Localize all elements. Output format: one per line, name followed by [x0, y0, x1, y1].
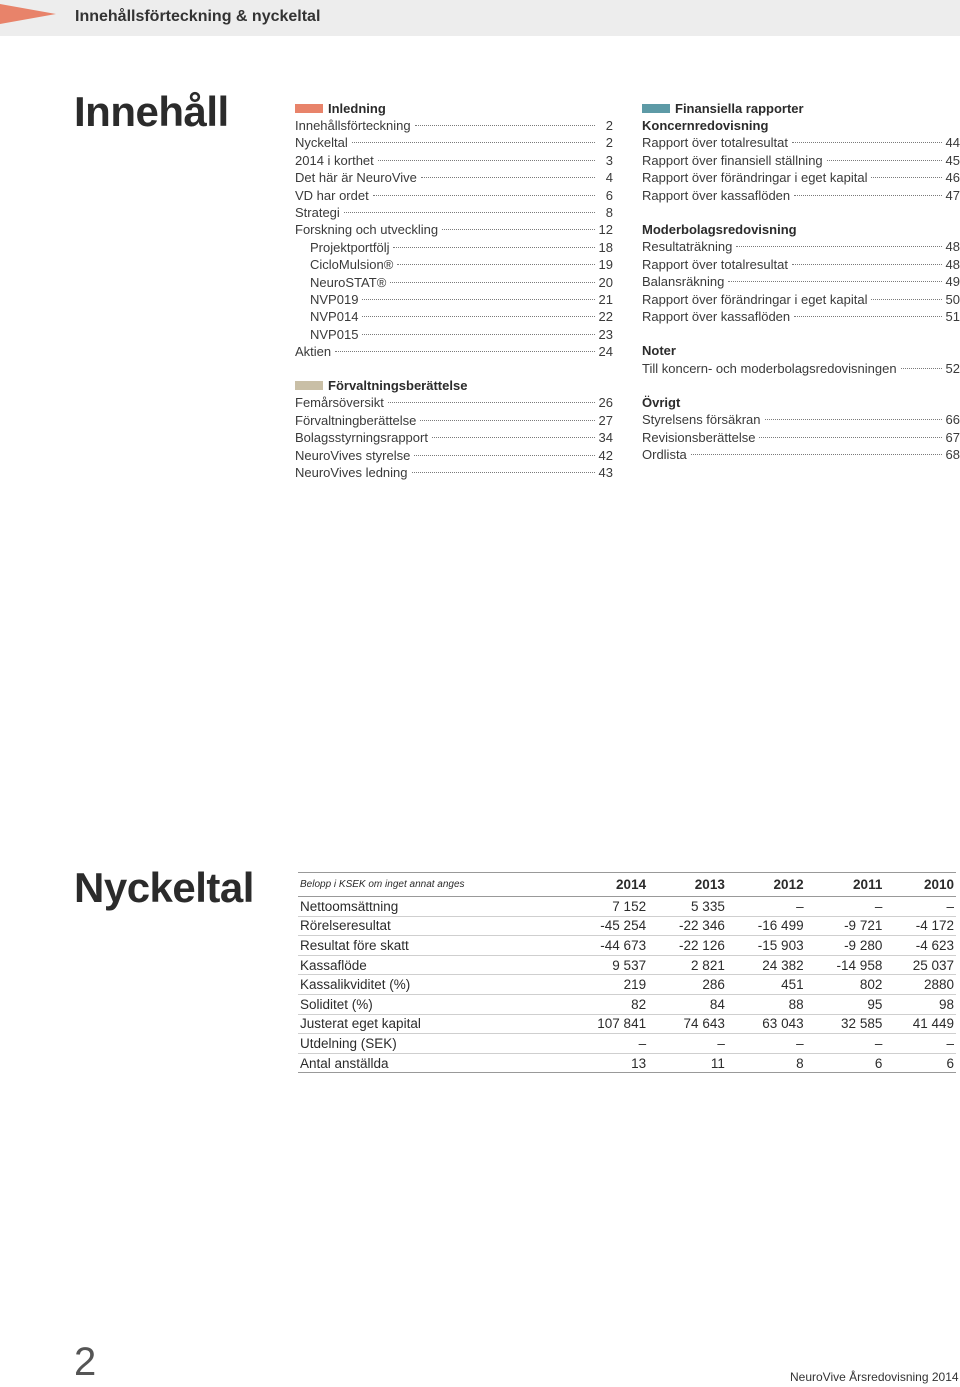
table-cell: -45 254 [565, 916, 649, 936]
toc-leader-dots [759, 437, 941, 438]
toc-entry[interactable] [642, 446, 960, 463]
toc-list-inledning [295, 117, 613, 360]
section-title: Finansiella rapporter [675, 101, 804, 116]
toc-entry[interactable] [642, 152, 960, 169]
table-cell: – [806, 897, 885, 917]
toc-leader-dots [393, 247, 594, 248]
row-label: Resultat före skatt [298, 936, 565, 956]
toc-entry[interactable] [295, 221, 613, 238]
table-cell: 82 [565, 994, 649, 1014]
toc-entry-label: Projektportfölj [310, 239, 390, 255]
toc-entry[interactable] [295, 117, 613, 134]
table-cell: – [884, 897, 956, 917]
toc-entry-page: 52 [945, 360, 960, 376]
year-header: 2013 [648, 873, 727, 897]
toc-leader-dots [421, 177, 595, 178]
table-cell: 11 [648, 1053, 727, 1073]
toc-leader-dots [344, 212, 595, 213]
section-color-swatch [295, 381, 323, 390]
page-number: 2 [74, 1340, 97, 1384]
toc-entry-page: 45 [945, 152, 960, 168]
table-cell: 9 537 [565, 955, 649, 975]
toc-entry[interactable] [642, 238, 960, 255]
toc-entry-page: 3 [605, 152, 613, 168]
toc-entry-page: 2 [605, 118, 613, 133]
toc-entry-page: 46 [945, 170, 960, 186]
toc-leader-dots [691, 454, 942, 455]
toc-list-ovrigt [642, 411, 960, 463]
table-cell: -9 280 [806, 936, 885, 956]
year-header: 2012 [727, 873, 806, 897]
toc-entry-label: Bolagsstyrningsrapport [295, 430, 428, 446]
table-cell: 13 [565, 1053, 649, 1073]
toc-entry-label: Nyckeltal [295, 135, 348, 151]
toc-entry[interactable] [642, 291, 960, 308]
toc-leader-dots [765, 419, 942, 420]
toc-entry[interactable] [295, 429, 613, 446]
toc-entry[interactable] [642, 256, 960, 273]
toc-entry[interactable] [295, 256, 613, 273]
toc-entry-page: 66 [945, 412, 960, 428]
row-label: Nettoomsättning [298, 897, 565, 917]
toc-leader-dots [362, 316, 594, 317]
toc-entry-label: Balansräkning [642, 274, 725, 290]
section-color-swatch [642, 104, 670, 113]
table-cell: 5 335 [648, 897, 727, 917]
table-cell: – [884, 1034, 956, 1054]
table-cell: 95 [806, 994, 885, 1014]
toc-entry-label: NVP015 [310, 326, 359, 342]
toc-entry-page: 48 [945, 239, 960, 255]
toc-entry-page: 24 [598, 344, 613, 360]
table-cell: -16 499 [727, 916, 806, 936]
toc-entry-label: CicloMulsion® [310, 257, 394, 273]
toc-leader-dots [792, 264, 942, 265]
toc-entry[interactable] [295, 343, 613, 360]
toc-entry-label: Innehållsförteckning [295, 118, 411, 133]
toc-entry-label: Rapport över totalresultat [642, 256, 788, 272]
toc-leader-dots [362, 334, 594, 335]
table-cell: – [648, 1034, 727, 1054]
toc-leader-dots [397, 264, 594, 265]
keyfigures-table [298, 872, 956, 1073]
toc-leader-dots [827, 160, 942, 161]
toc-entry-page: 67 [945, 429, 960, 445]
table-cell: -4 623 [884, 936, 956, 956]
toc-leader-dots [335, 351, 594, 352]
toc-entry-page: 51 [945, 308, 960, 324]
row-label: Soliditet (%) [298, 994, 565, 1014]
toc-entry-label: Rapport över förändringar i eget kapital [642, 170, 868, 186]
table-row [298, 916, 956, 936]
toc-entry-label: 2014 i korthet [295, 152, 374, 168]
toc-entry-page: 68 [945, 447, 960, 463]
toc-entry[interactable] [642, 273, 960, 290]
table-row [298, 1014, 956, 1034]
table-cell: 219 [565, 975, 649, 995]
toc-leader-dots [415, 125, 595, 126]
toc-subhead-moder: Moderbolagsredovisning [642, 221, 797, 237]
table-cell: -4 172 [884, 916, 956, 936]
toc-leader-dots [362, 299, 594, 300]
row-label: Rörelseresultat [298, 916, 565, 936]
table-cell: 25 037 [884, 955, 956, 975]
toc-entry-page: 2 [605, 135, 613, 151]
toc-entry[interactable] [295, 291, 613, 308]
toc-entry-label: NVP014 [310, 309, 359, 325]
toc-entry-page: 49 [945, 274, 960, 290]
table-cell: – [727, 897, 806, 917]
year-header: 2014 [565, 873, 649, 897]
toc-list-koncern [642, 134, 960, 204]
toc-entry[interactable] [295, 134, 613, 151]
toc-section-finansiella[interactable] [642, 100, 960, 117]
year-header: 2011 [806, 873, 885, 897]
table-cell: 802 [806, 975, 885, 995]
table-row [298, 897, 956, 917]
toc-entry-label: Rapport över förändringar i eget kapital [642, 291, 868, 307]
toc-subhead-koncern: Koncernredovisning [642, 118, 769, 133]
toc-entry-label: Rapport över totalresultat [642, 135, 788, 151]
toc-leader-dots [414, 455, 594, 456]
table-cell: – [727, 1034, 806, 1054]
toc-entry-label: NeuroSTAT® [310, 274, 387, 290]
section-color-swatch [295, 104, 323, 113]
toc-entry[interactable] [642, 360, 960, 377]
toc-leader-dots [352, 142, 595, 143]
toc-entry-label: Revisionsberättelse [642, 429, 756, 445]
table-cell: 6 [884, 1053, 956, 1073]
toc-subhead-noter: Noter [642, 343, 676, 359]
toc-leader-dots [792, 142, 942, 143]
toc-section-inledning[interactable] [295, 100, 613, 117]
toc-entry-label: VD har ordet [295, 187, 369, 203]
toc-column-right [642, 100, 960, 464]
toc-leader-dots [390, 282, 594, 283]
keyfigures-header-row [298, 873, 956, 897]
table-row [298, 1034, 956, 1054]
table-cell: -44 673 [565, 936, 649, 956]
toc-list-noter [642, 360, 960, 377]
toc-entry-label: Forskning och utveckling [295, 222, 439, 238]
toc-leader-dots [794, 316, 941, 317]
table-cell: – [565, 1034, 649, 1054]
toc-entry-page: 42 [598, 447, 613, 463]
toc-entry-label: NVP019 [310, 291, 359, 307]
toc-entry-page: 8 [605, 204, 613, 220]
table-cell: 98 [884, 994, 956, 1014]
table-cell: 286 [648, 975, 727, 995]
toc-entry[interactable] [295, 204, 613, 221]
toc-section-forvaltning[interactable] [295, 377, 613, 394]
toc-entry-label: Rapport över kassaflöden [642, 308, 791, 324]
toc-entry-label: Aktien [295, 344, 332, 360]
toc-entry[interactable] [642, 429, 960, 446]
toc-leader-dots [432, 437, 595, 438]
toc-entry[interactable] [295, 239, 613, 256]
toc-entry-label: Ordlista [642, 447, 687, 463]
footer-text: NeuroVive Årsredovisning 2014 [790, 1370, 959, 1384]
toc-entry-label: NeuroVives ledning [295, 465, 408, 481]
toc-entry-page: 50 [945, 291, 960, 307]
toc-leader-dots [412, 472, 595, 473]
toc-leader-dots [728, 281, 941, 282]
toc-entry-label: Femårsöversikt [295, 395, 384, 411]
toc-entry[interactable] [295, 447, 613, 464]
row-label: Kassaflöde [298, 955, 565, 975]
toc-leader-dots [442, 229, 594, 230]
toc-entry[interactable] [295, 464, 613, 481]
toc-leader-dots [378, 160, 595, 161]
toc-entry-page: 23 [598, 326, 613, 342]
table-row [298, 936, 956, 956]
table-row [298, 955, 956, 975]
toc-entry[interactable] [642, 169, 960, 186]
keyfigures-caption: Belopp i KSEK om inget annat anges [298, 873, 565, 897]
toc-leader-dots [373, 195, 595, 196]
toc-list-moder [642, 238, 960, 325]
toc-entry-label: Det här är NeuroVive [295, 170, 417, 186]
toc-leader-dots [901, 368, 942, 369]
section-title: Förvaltningsberättelse [328, 378, 468, 394]
toc-entry-page: 19 [598, 257, 613, 273]
table-cell: 41 449 [884, 1014, 956, 1034]
table-cell: -22 126 [648, 936, 727, 956]
header-arrow-icon [0, 4, 56, 24]
toc-entry-label: Till koncern- och moderbolagsredovisningen [642, 360, 897, 376]
section-title: Inledning [328, 101, 386, 116]
toc-list-forvaltning [295, 394, 613, 481]
table-cell: 7 152 [565, 897, 649, 917]
toc-entry-page: 21 [598, 291, 613, 307]
toc-entry-label: Rapport över kassaflöden [642, 187, 791, 203]
toc-entry[interactable] [295, 394, 613, 411]
toc-leader-dots [388, 402, 595, 403]
toc-entry-label: NeuroVives styrelse [295, 447, 411, 463]
toc-entry-page: 44 [945, 135, 960, 151]
row-label: Antal anställda [298, 1053, 565, 1073]
toc-entry[interactable] [295, 152, 613, 169]
table-cell: 63 043 [727, 1014, 806, 1034]
toc-entry-page: 26 [598, 395, 613, 411]
toc-entry[interactable] [642, 187, 960, 204]
toc-leader-dots [736, 246, 941, 247]
toc-entry[interactable] [295, 326, 613, 343]
contents-heading: Innehåll [74, 88, 229, 135]
toc-leader-dots [871, 299, 941, 300]
table-row [298, 1053, 956, 1073]
keyfigures-heading: Nyckeltal [74, 864, 254, 911]
table-row [298, 975, 956, 995]
toc-entry-page: 27 [598, 412, 613, 428]
table-cell: 107 841 [565, 1014, 649, 1034]
table-cell: 8 [727, 1053, 806, 1073]
toc-entry-page: 34 [598, 430, 613, 446]
table-cell: 24 382 [727, 955, 806, 975]
row-label: Utdelning (SEK) [298, 1034, 565, 1054]
toc-entry[interactable] [295, 308, 613, 325]
table-cell: 32 585 [806, 1014, 885, 1034]
table-cell: 88 [727, 994, 806, 1014]
toc-entry-page: 22 [598, 309, 613, 325]
table-cell: 2880 [884, 975, 956, 995]
toc-entry-page: 48 [945, 256, 960, 272]
toc-leader-dots [794, 195, 941, 196]
toc-entry[interactable] [642, 134, 960, 151]
toc-entry[interactable] [642, 308, 960, 325]
toc-leader-dots [871, 177, 941, 178]
toc-leader-dots [420, 420, 594, 421]
table-cell: -22 346 [648, 916, 727, 936]
table-cell: – [806, 1034, 885, 1054]
toc-entry-page: 20 [598, 274, 613, 290]
year-header: 2010 [884, 873, 956, 897]
table-cell: -14 958 [806, 955, 885, 975]
toc-entry-page: 12 [598, 222, 613, 238]
toc-entry-label: Styrelsens försäkran [642, 412, 761, 428]
toc-entry-page: 6 [605, 187, 613, 203]
toc-entry-page: 43 [598, 465, 613, 481]
page-header-title: Innehållsförteckning & nyckeltal [75, 8, 321, 25]
toc-entry[interactable] [295, 412, 613, 429]
toc-entry-label: Rapport över finansiell ställning [642, 152, 823, 168]
row-label: Justerat eget kapital [298, 1014, 565, 1034]
table-cell: -15 903 [727, 936, 806, 956]
toc-column-left [295, 100, 613, 481]
toc-entry-label: Strategi [295, 204, 340, 220]
table-cell: 2 821 [648, 955, 727, 975]
table-cell: 84 [648, 994, 727, 1014]
table-row [298, 994, 956, 1014]
toc-entry-page: 47 [945, 187, 960, 203]
toc-entry[interactable] [295, 169, 613, 186]
toc-entry-page: 18 [598, 239, 613, 255]
table-cell: -9 721 [806, 916, 885, 936]
toc-entry[interactable] [295, 187, 613, 204]
table-cell: 6 [806, 1053, 885, 1073]
table-cell: 451 [727, 975, 806, 995]
toc-entry-label: Förvaltningberättelse [295, 412, 417, 428]
toc-subhead-ovrigt: Övrigt [642, 395, 681, 411]
toc-entry-page: 4 [605, 170, 613, 186]
toc-entry[interactable] [642, 411, 960, 428]
toc-entry[interactable] [295, 274, 613, 291]
toc-entry-label: Resultaträkning [642, 239, 733, 255]
table-cell: 74 643 [648, 1014, 727, 1034]
row-label: Kassalikviditet (%) [298, 975, 565, 995]
